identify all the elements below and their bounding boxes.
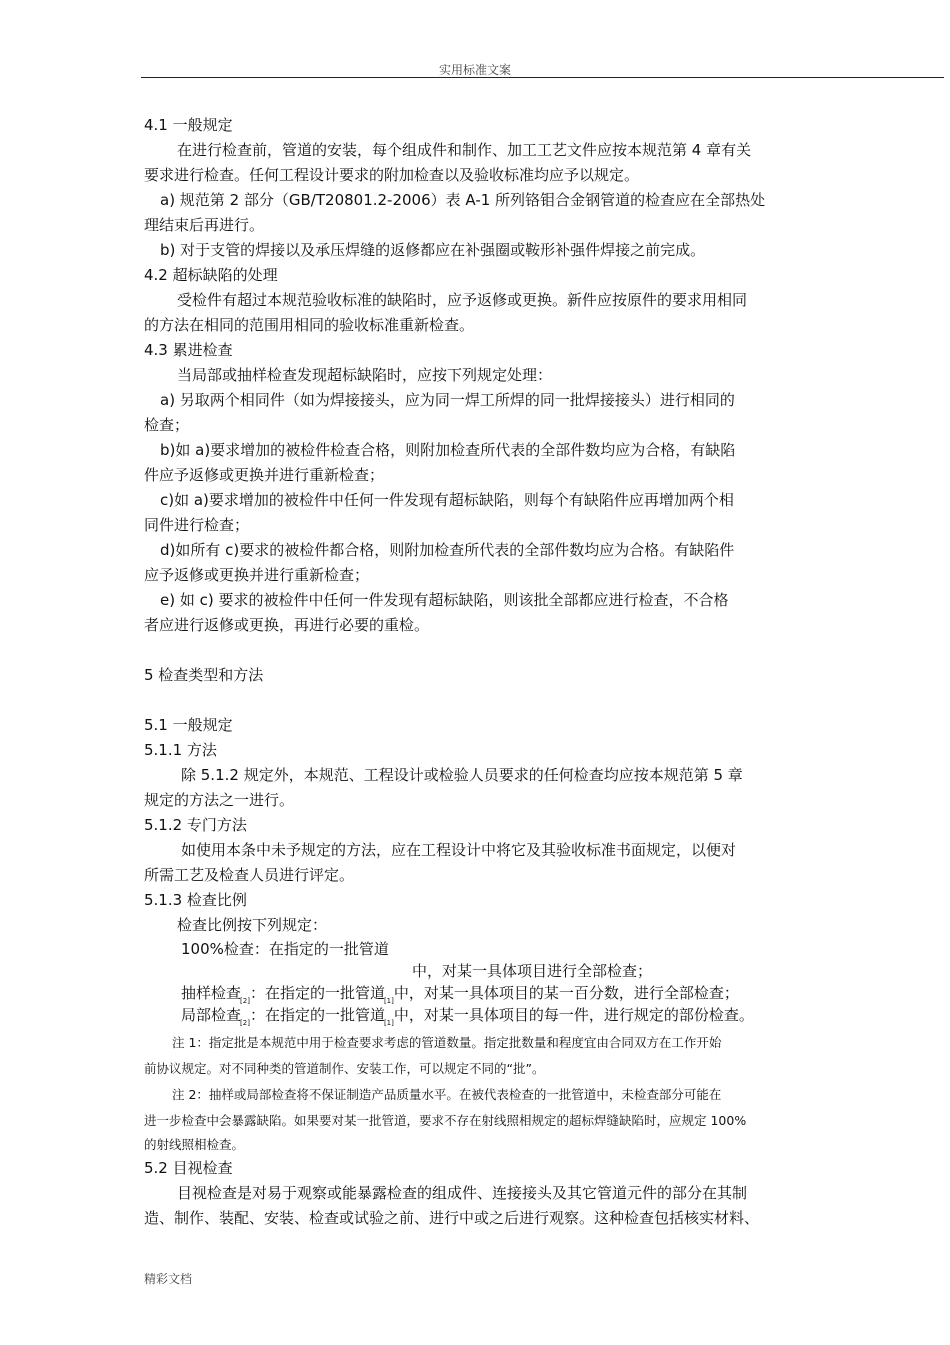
paragraph-line: 理结束后再进行。 [144, 216, 265, 234]
paragraph-line: 检查； [144, 416, 190, 434]
list-item-a: a) 另取两个相同件（如为焊接接头，应为同一焊工所焊的同一批焊接接头）进行相同的 [160, 391, 735, 409]
list-item-a: a) 规范第 2 部分（GB/T20801.2-2006）表 A-1 所列铬钼合金钢管道的检查应在全部热处 [160, 191, 766, 209]
paragraph-line: 应予返修或更换并进行重新检查； [144, 566, 370, 584]
section-heading-4-2: 4.2 超标缺陷的处理 [144, 266, 278, 284]
paragraph-line: 当局部或抽样检查发现超标缺陷时，应按下列规定处理： [177, 366, 553, 384]
paragraph-line: 除 5.1.2 规定外，本规范、工程设计或检验人员要求的任何检查均应按本规范第 5 章 [181, 766, 743, 784]
definition-text: 中，对某一具体项目的某一百分数，进行全部检查； [393, 984, 739, 1002]
definition-text: ：在指定的一批管道 [249, 984, 385, 1002]
paragraph-line: 目视检查是对易于观察或能暴露检查的组成件、连接接头及其它管道元件的部分在其制 [177, 1184, 748, 1202]
note-2-cont: 的射线照相检查。 [144, 1137, 245, 1152]
list-item-c: c)如 a)要求增加的被检件中任何一件发现有超标缺陷，则每个有缺陷件应再增加两个相 [160, 491, 734, 509]
definition-text: 中，对某一具体项目的每一件，进行规定的部份检查。 [393, 1006, 754, 1024]
footnote-ref: [2] [240, 997, 250, 1004]
note-2-cont: 进一步检查中会暴露缺陷。如果要对某一批管道，要求不存在射线照相规定的超标焊缝缺陷时，应规定 100% [144, 1113, 747, 1128]
section-heading-5-1-3: 5.1.3 检查比例 [144, 891, 247, 909]
definition-text: 100%检查：在指定的一批管道 [181, 940, 389, 958]
definition-100-percent-cont [144, 960, 824, 982]
definition-100-percent [144, 938, 824, 960]
paragraph-line: 如使用本条中未予规定的方法，应在工程设计中将它及其验收标准书面规定，以便对 [181, 841, 737, 859]
paragraph-line: 规定的方法之一进行。 [144, 791, 295, 809]
paragraph-line: 检查比例按下列规定： [177, 916, 328, 934]
note-2: 注 2：抽样或局部检查将不保证制造产品质量水平。在被代表检查的一批管道中，未检查部分可能在 [172, 1087, 722, 1102]
page-footer: 精彩文档 [144, 1272, 193, 1286]
spacer [144, 688, 824, 713]
list-item-b: b)如 a)要求增加的被检件检查合格，则附加检查所代表的全部件数均应为合格，有缺陷 [160, 441, 736, 459]
paragraph-line: 造、制作、装配、安装、检查或试验之前、进行中或之后进行观察。这种检查包括核实材料、 [144, 1209, 760, 1227]
list-item-d: d)如所有 c)要求的被检件都合格，则附加检查所代表的全部件数均应为合格。有缺陷件 [160, 541, 735, 559]
footnote-ref: [1] [383, 997, 394, 1004]
section-heading-5-1-2: 5.1.2 专门方法 [144, 816, 247, 834]
list-item-e: e) 如 c) 要求的被检件中任何一件发现有超标缺陷，则该批全部都应进行检查，不合格 [160, 591, 729, 609]
footnote-ref: [2] [240, 1019, 250, 1027]
paragraph-line: 在进行检查前，管道的安装，每个组成件和制作、加工工艺文件应按本规范第 4 章有关 [177, 141, 752, 159]
definition-text: ：在指定的一批管道 [249, 1006, 385, 1024]
page-header: 实用标准文案 [438, 63, 511, 77]
section-heading-5-1: 5.1 一般规定 [144, 716, 233, 734]
note-1: 注 1：指定批是本规范中用于检查要求考虑的管道数量。指定批数量和程度宜由合同双方在工作开始 [172, 1035, 722, 1050]
definition-local [144, 1004, 824, 1030]
paragraph-line: 件应予返修或更换并进行重新检查； [144, 466, 385, 484]
note-1-cont: 前协议规定。对不同种类的管道制作、安装工作，可以规定不同的“批”。 [144, 1061, 545, 1076]
paragraph-line: 受检件有超过本规范验收标准的缺陷时，应予返修或更换。新件应按原件的要求用相同 [177, 291, 748, 309]
paragraph-line: 要求进行检查。任何工程设计要求的附加检查以及验收标准均应予以规定。 [144, 166, 640, 184]
section-heading-4-3: 4.3 累进检查 [144, 341, 233, 359]
footnote-ref: [1] [383, 1019, 394, 1027]
definition-sampling [144, 982, 824, 1004]
paragraph-line: 者应进行返修或更换，再进行必要的重检。 [144, 616, 430, 634]
definition-text: 中，对某一具体项目进行全部检查； [412, 962, 653, 980]
header-rule [141, 77, 944, 78]
chapter-heading-5: 5 检查类型和方法 [144, 666, 264, 684]
spacer [144, 638, 824, 663]
section-heading-4-1: 4.1 一般规定 [144, 116, 233, 134]
document-body [144, 113, 824, 1231]
section-heading-5-2: 5.2 目视检查 [144, 1159, 233, 1177]
paragraph-line: 的方法在相同的范围用相同的验收标准重新检查。 [144, 316, 475, 334]
paragraph-line: 所需工艺及检查人员进行评定。 [144, 866, 355, 884]
list-item-b: b) 对于支管的焊接以及承压焊缝的返修都应在补强圈或鞍形补强件焊接之前完成。 [160, 241, 706, 259]
section-heading-5-1-1: 5.1.1 方法 [144, 741, 217, 759]
paragraph-line: 同件进行检查； [144, 516, 250, 534]
definition-term: 抽样检查 [181, 984, 242, 1002]
definition-term: 局部检查 [181, 1006, 242, 1024]
